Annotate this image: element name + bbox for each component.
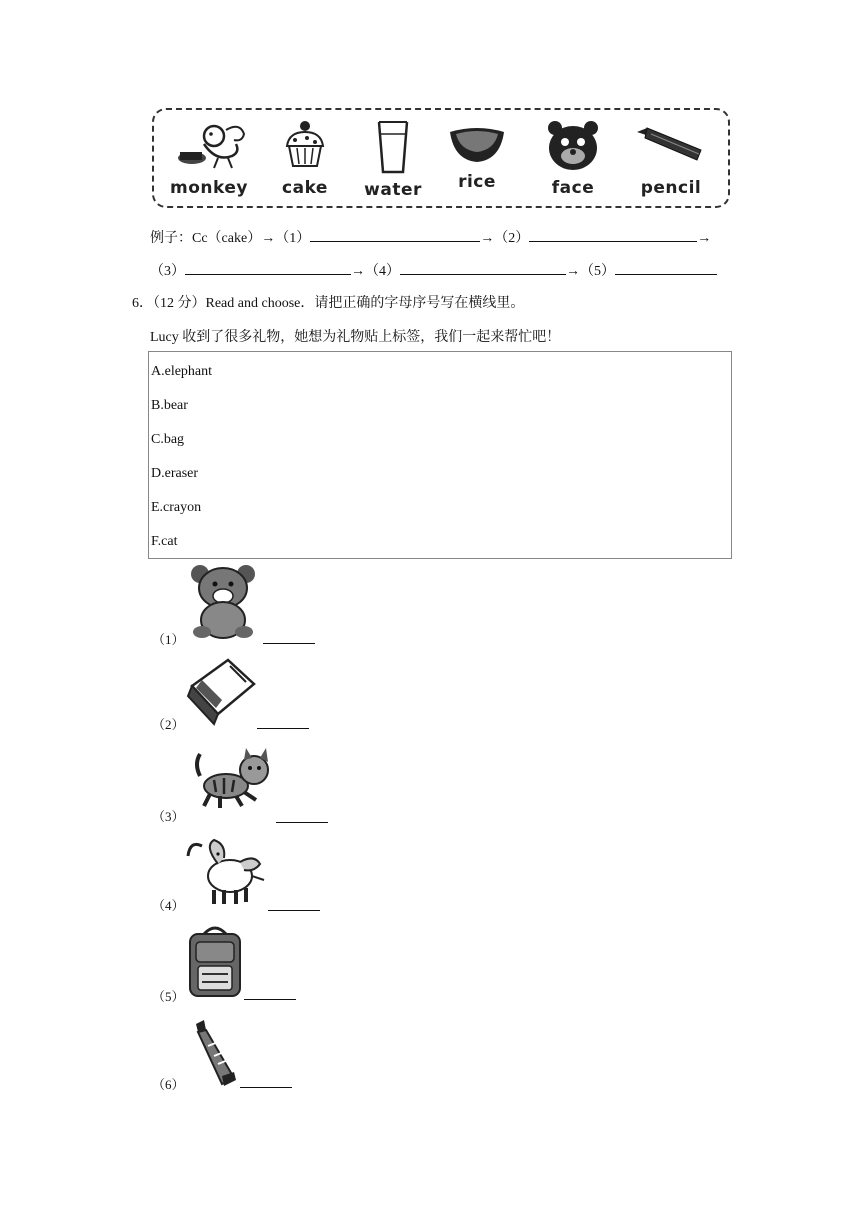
answer-blank-3[interactable]	[185, 262, 351, 275]
question-title: 6．（12 分）Read and choose．请把正确的字母序号写在横线里。	[132, 296, 525, 311]
cake-icon	[277, 118, 333, 174]
sequence-line-2	[150, 260, 717, 280]
answer-blank[interactable]	[263, 643, 315, 644]
item-number: （4）	[152, 898, 185, 913]
cat-icon	[190, 746, 276, 812]
monkey-icon	[170, 118, 248, 174]
arrow-label-2: →（2）	[480, 231, 530, 246]
example-prefix: 例子：Cc（cake）→（1）	[150, 231, 311, 246]
arrow-end: →	[697, 231, 712, 246]
picture-rice	[434, 118, 520, 192]
arrow-label-4: →（4）	[351, 264, 400, 279]
item-number: （6）	[152, 1077, 185, 1092]
answer-blank-4[interactable]	[400, 262, 566, 275]
answer-blank[interactable]	[276, 822, 328, 823]
backpack-icon	[186, 924, 244, 1000]
picture-cake	[262, 118, 348, 198]
answer-blank-2[interactable]	[529, 229, 697, 242]
picture-word-label: cake	[282, 178, 328, 198]
item-number: （1）	[152, 632, 185, 647]
crayon-icon	[188, 1018, 240, 1088]
water-glass-icon	[365, 118, 421, 176]
answer-blank[interactable]	[244, 999, 296, 1000]
example-sequence-line	[150, 227, 711, 247]
picture-word-label: monkey	[170, 178, 248, 198]
label-3: （3）	[150, 264, 185, 279]
elephant-icon	[184, 836, 268, 908]
pencil-icon	[631, 118, 711, 174]
option-item: B.bear	[151, 398, 188, 413]
option-item: A.elephant	[151, 364, 213, 379]
option-item: D.eraser	[151, 466, 199, 481]
picture-word-label: water	[364, 180, 422, 200]
picture-word-box	[152, 108, 730, 208]
picture-word-label: pencil	[640, 178, 702, 198]
eraser-icon	[186, 656, 258, 730]
item-number: （5）	[152, 989, 185, 1004]
question-intro: Lucy 收到了很多礼物，她想为礼物贴上标签，我们一起来帮忙吧！	[150, 330, 561, 345]
answer-blank[interactable]	[268, 910, 320, 911]
answer-blank[interactable]	[240, 1087, 292, 1088]
picture-face	[530, 118, 616, 198]
answer-blank-5[interactable]	[615, 262, 717, 275]
option-item: E.crayon	[151, 500, 202, 515]
bear-face-icon	[543, 118, 603, 174]
picture-monkey	[166, 118, 252, 198]
picture-water	[350, 118, 436, 200]
teddy-bear-icon	[186, 562, 262, 640]
item-number: （3）	[152, 809, 185, 824]
answer-blank-1[interactable]	[310, 229, 480, 242]
picture-word-label: face	[551, 178, 595, 198]
picture-word-label: rice	[458, 172, 496, 192]
rice-bowl-icon	[446, 118, 508, 168]
item-number: （2）	[152, 717, 185, 732]
option-item: C.bag	[151, 432, 185, 447]
options-box	[148, 351, 732, 559]
answer-blank[interactable]	[257, 728, 309, 729]
picture-pencil	[628, 118, 714, 198]
option-item: F.cat	[151, 534, 178, 549]
arrow-label-5: →（5）	[566, 264, 615, 279]
